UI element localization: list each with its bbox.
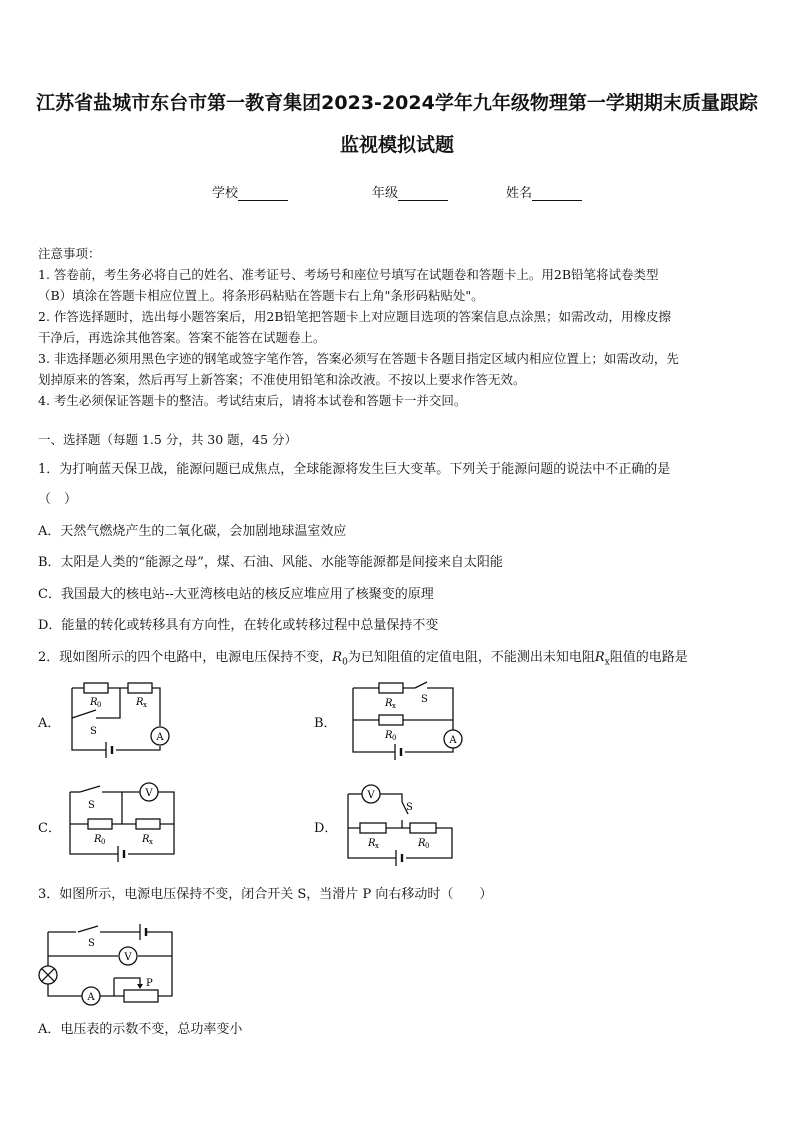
notes-line: （B）填涂在答题卡相应位置上。将条形码粘贴在答题卡右上角"条形码粘贴处"。 (38, 288, 484, 303)
ammeter-b-label: A (449, 735, 457, 746)
rx-label: R (136, 697, 144, 708)
q3-slider-label: P (146, 978, 153, 989)
ammeter-a-label: A (156, 732, 164, 743)
notes-block (38, 243, 758, 411)
page-title-line2: 监视模拟试题 (339, 134, 454, 156)
circuit-d-diagram (340, 782, 465, 872)
switch-b-label: S (421, 694, 428, 705)
notes-line: 3. 非选择题必须用黑色字迹的钢笔或签字笔作答，答案必须写在答题卡各题目指定区域内相应位置上；如需改动，先 (38, 351, 679, 366)
r0-sub: 0 (101, 838, 106, 846)
notes-line: 1. 答卷前，考生务必将自己的姓名、准考证号、考场号和座位号填写在试题卷和答题卡上。用2B铅笔将试卷类型 (38, 267, 659, 282)
school-field (212, 182, 288, 201)
notes-line: 4. 考生必须保证答题卡的整洁。考试结束后，请将本试卷和答题卡一并交回。 (38, 393, 467, 408)
switch-a-label: S (90, 726, 97, 737)
q1-option-b: B．太阳是人类的“能源之母”，煤、石油、风能、水能等能源都是间接来自太阳能 (38, 555, 503, 570)
school-blank (238, 187, 288, 201)
circuit-c-diagram (60, 780, 180, 870)
r0-sub: 0 (97, 701, 102, 709)
rx-label: R (385, 698, 393, 709)
q1-option-c: C．我国最大的核电站--大亚湾核电站的核反应堆应用了核聚变的原理 (38, 587, 434, 602)
school-label: 学校 (212, 186, 239, 201)
grade-blank (398, 187, 448, 201)
rx-sub: x (375, 842, 379, 850)
grade-label: 年级 (372, 186, 399, 201)
notes-heading: 注意事项： (38, 246, 101, 261)
q2-label-d: D． (314, 821, 338, 836)
voltmeter-c-label: V (145, 788, 153, 799)
notes-line: 2. 作答选择题时，选出每小题答案后，用2B铅笔把答题卡上对应题目选项的答案信息点涂黑；如需改动，用橡皮擦 (38, 309, 672, 324)
q1-option-a: A．天然气燃烧产生的二氧化碳，会加剧地球温室效应 (38, 524, 347, 539)
circuit-a-diagram (60, 678, 180, 763)
r0-label: R (385, 730, 393, 741)
q3-stem: 3．如图所示，电源电压保持不变，闭合开关 S，当滑片 P 向右移动时（ ） (38, 887, 493, 902)
notes-line: 划掉原来的答案，然后再写上新答案；不准使用铅笔和涂改液。不按以上要求作答无效。 (38, 372, 526, 387)
r0-label: R (90, 697, 98, 708)
rx-label: R (142, 834, 150, 845)
q2-label-b: B． (314, 716, 337, 731)
page-title-line1: 江苏省盐城市东台市第一教育集团2023-2024学年九年级物理第一学期期末质量跟踪 (36, 92, 758, 114)
rx-sub: x (149, 838, 153, 846)
r0-sub: 0 (425, 842, 430, 850)
switch-d-label: S (406, 802, 413, 813)
q3-voltmeter-label: V (124, 952, 132, 963)
q1-stem: 1．为打响蓝天保卫战，能源问题已成焦点，全球能源将发生巨大变革。下列关于能源问题的说法中不正确的是 (38, 462, 671, 477)
r0-label: R (94, 834, 102, 845)
notes-line: 干净后，再选涂其他答案。答案不能答在试题卷上。 (38, 330, 326, 345)
r0-sub: 0 (392, 734, 397, 742)
q3-circuit-diagram (36, 918, 181, 1006)
r0-label: R (418, 838, 426, 849)
rx-label: R (368, 838, 376, 849)
name-label: 姓名 (506, 186, 533, 201)
q2-label-c: C． (38, 821, 61, 836)
q2-label-a: A． (38, 716, 61, 731)
section-heading: 一、选择题（每题 1.5 分，共 30 题，45 分） (38, 432, 298, 447)
q1-option-d: D．能量的转化或转移具有方向性，在转化或转移过程中总量保持不变 (38, 618, 439, 633)
rx-sub: x (143, 701, 147, 709)
q3-option-a: A．电压表的示数不变，总功率变小 (38, 1022, 243, 1037)
q3-ammeter-label: A (87, 992, 95, 1003)
grade-field (372, 182, 448, 201)
name-blank (532, 187, 582, 201)
q3-switch-label: S (88, 938, 95, 949)
rx-sub: x (392, 702, 396, 710)
circuit-b-diagram (345, 680, 465, 765)
switch-c-label: S (88, 800, 95, 811)
name-field (506, 182, 582, 201)
voltmeter-d-label: V (367, 790, 375, 801)
q2-stem: 2．现如图所示的四个电路中，电源电压保持不变，$R_0$为已知阻值的定值电阻，不能测出未知电阻$R_x$阻值的电路是 (38, 650, 688, 668)
q1-paren: （ ） (38, 492, 78, 507)
